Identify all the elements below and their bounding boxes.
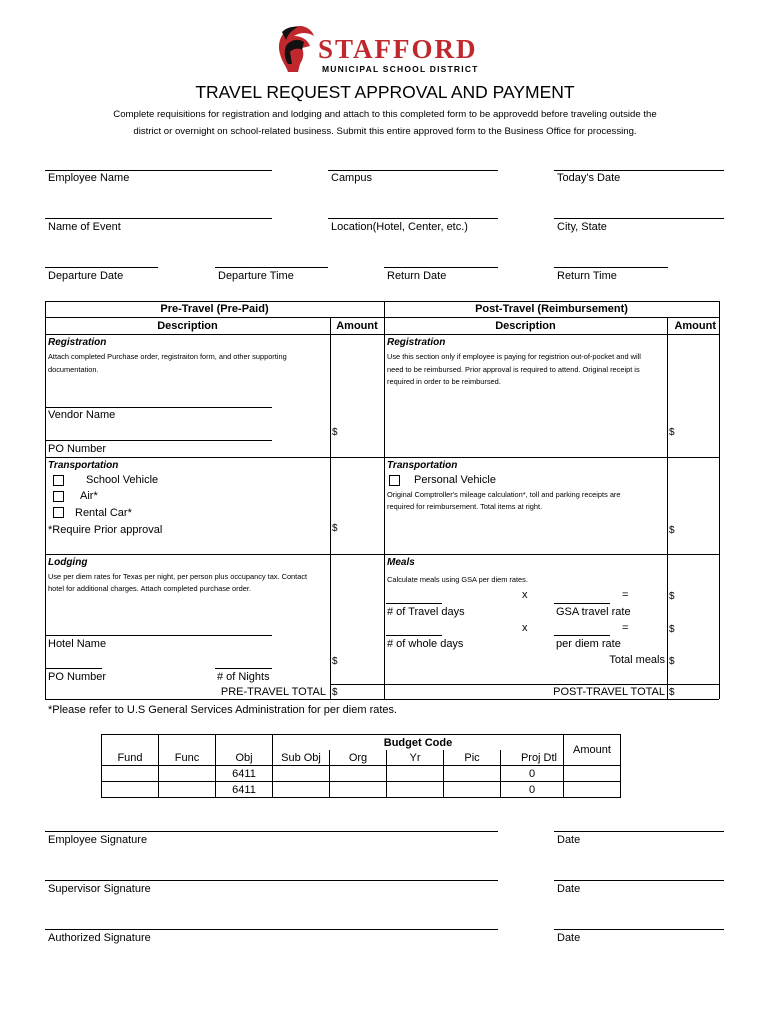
lodging-label: Lodging [48,557,88,568]
lodging-amount[interactable]: $ [332,656,338,667]
table-row [102,766,621,782]
pre-registration-note-1: Attach completed Purchase order, registraiton form, and other supporting [48,352,287,361]
gsa-note: *Please refer to U.S General Services Administration for per diem rates. [48,704,398,716]
intro-line-2: district or overnight on school-related business. Submit this entire approved form to the Business Office for processing. [133,126,637,137]
col-pic: Pic [444,750,501,766]
logo-name: STAFFORD [318,34,478,64]
pre-travel-total-label: PRE-TRAVEL TOTAL [220,686,326,698]
campus-label: Campus [331,172,372,184]
personal-vehicle-label: Personal Vehicle [414,474,496,486]
page-title: TRAVEL REQUEST APPROVAL AND PAYMENT [195,82,575,102]
air-label: Air* [80,490,98,502]
post-travel-total-label: POST-TRAVEL TOTAL [553,686,665,698]
lodging-note-1: Use per diem rates for Texas per night, per person plus occupancy tax. Contact [48,572,308,581]
post-travel-total-amount[interactable]: $ [669,687,675,698]
number-of-nights-label: # of Nights [217,671,270,683]
pre-travel-header: Pre-Travel (Pre-Paid) [160,303,269,315]
budget-code-header: Budget Code [273,735,564,751]
pre-description-header: Description [157,320,218,332]
personal-vehicle-checkbox[interactable] [389,475,400,486]
location-label: Location(Hotel, Center, etc.) [331,221,468,233]
col-func: Func [159,750,216,766]
col-yr: Yr [387,750,444,766]
total-meals-label: Total meals [609,654,665,666]
gsa-travel-rate-label: GSA travel rate [556,606,631,618]
post-registration-note-2: need to be reimbursed. Prior approval is required to attend. Original receipt is [387,365,640,374]
authorized-signature-label: Authorized Signature [48,932,151,944]
pre-registration-amount[interactable]: $ [332,427,338,438]
travel-days-label: # of Travel days [387,606,465,618]
employee-signature-date-label: Date [557,834,581,846]
prior-approval-note: *Require Prior approval [48,524,163,536]
supervisor-signature-label: Supervisor Signature [48,883,151,895]
logo-subtitle: MUNICIPAL SCHOOL DISTRICT [322,64,479,74]
obj-cell[interactable]: 6411 [216,782,273,798]
pre-transportation-amount[interactable]: $ [332,523,338,534]
rental-car-checkbox[interactable] [53,507,64,518]
meals-equals-1: = [622,589,629,601]
post-registration-note-3: required in order to be reimbursed. [387,377,501,386]
col-sub-obj: Sub Obj [273,750,330,766]
hotel-name-label: Hotel Name [48,638,107,650]
vendor-name-label: Vendor Name [48,409,116,421]
lodging-note-2: hotel for additional charges. Attach completed purchase order. [48,584,251,593]
pre-amount-header: Amount [336,320,378,332]
pre-registration-note-2: documentation. [48,365,99,374]
lodging-po-number-label: PO Number [48,671,107,683]
post-registration-amount[interactable]: $ [669,427,675,438]
city-state-label: City, State [557,221,607,233]
budget-code-table [101,734,621,798]
total-meals-amount[interactable]: $ [669,656,675,667]
return-time-label: Return Time [557,270,617,282]
row-total-cell: 0 [501,766,564,782]
post-description-header: Description [495,320,556,332]
col-proj-dtl: Proj Dtl [501,750,564,766]
meals-multiply-2: x [522,622,528,634]
meals-whole-amount[interactable]: $ [669,624,675,635]
spartan-helmet-icon [272,24,316,74]
intro-line-1: Complete requisitions for registration and lodging and attach to this completed form to be approvedd before traveling outside the [113,109,657,120]
post-amount-header: Amount [674,320,716,332]
meals-equals-2: = [622,622,629,634]
departure-date-label: Departure Date [48,270,124,282]
pre-travel-total-amount[interactable]: $ [332,687,338,698]
meals-travel-amount[interactable]: $ [669,591,675,602]
rental-car-label: Rental Car* [75,507,132,519]
authorized-signature-date-label: Date [557,932,581,944]
todays-date-label: Today's Date [557,172,621,184]
budget-amount-header: Amount [564,735,621,766]
col-fund: Fund [102,750,159,766]
air-checkbox[interactable] [53,491,64,502]
pre-transportation-label: Transportation [48,460,119,471]
pre-registration-label: Registration [48,337,107,348]
district-logo [272,24,500,76]
table-row [102,782,621,798]
post-transportation-amount[interactable]: $ [669,525,675,536]
mileage-note-2: required for reimbursement. Total items at right. [387,502,543,511]
employee-name-label: Employee Name [48,172,130,184]
whole-days-label: # of whole days [387,638,464,650]
meals-label: Meals [387,557,415,568]
return-date-label: Return Date [387,270,447,282]
school-vehicle-label: School Vehicle [86,474,159,486]
post-registration-label: Registration [387,337,446,348]
row-total-cell: 0 [501,782,564,798]
per-diem-rate-label: per diem rate [556,638,621,650]
meals-multiply-1: x [522,589,528,601]
post-transportation-label: Transportation [387,460,458,471]
col-obj: Obj [216,750,273,766]
meals-note: Calculate meals using GSA per diem rates. [387,575,528,584]
po-number-label: PO Number [48,443,107,455]
employee-signature-label: Employee Signature [48,834,148,846]
post-travel-header: Post-Travel (Reimbursement) [475,303,628,315]
col-org: Org [330,750,387,766]
post-registration-note-1: Use this section only if employee is paying for registrion out-of-pocket and will [387,352,641,361]
supervisor-signature-date-label: Date [557,883,581,895]
mileage-note-1: Original Comptroller's mileage calculation*, toll and parking receipts are [387,490,621,499]
obj-cell[interactable]: 6411 [216,766,273,782]
school-vehicle-checkbox[interactable] [53,475,64,486]
name-of-event-label: Name of Event [48,221,121,233]
departure-time-label: Departure Time [218,270,294,282]
